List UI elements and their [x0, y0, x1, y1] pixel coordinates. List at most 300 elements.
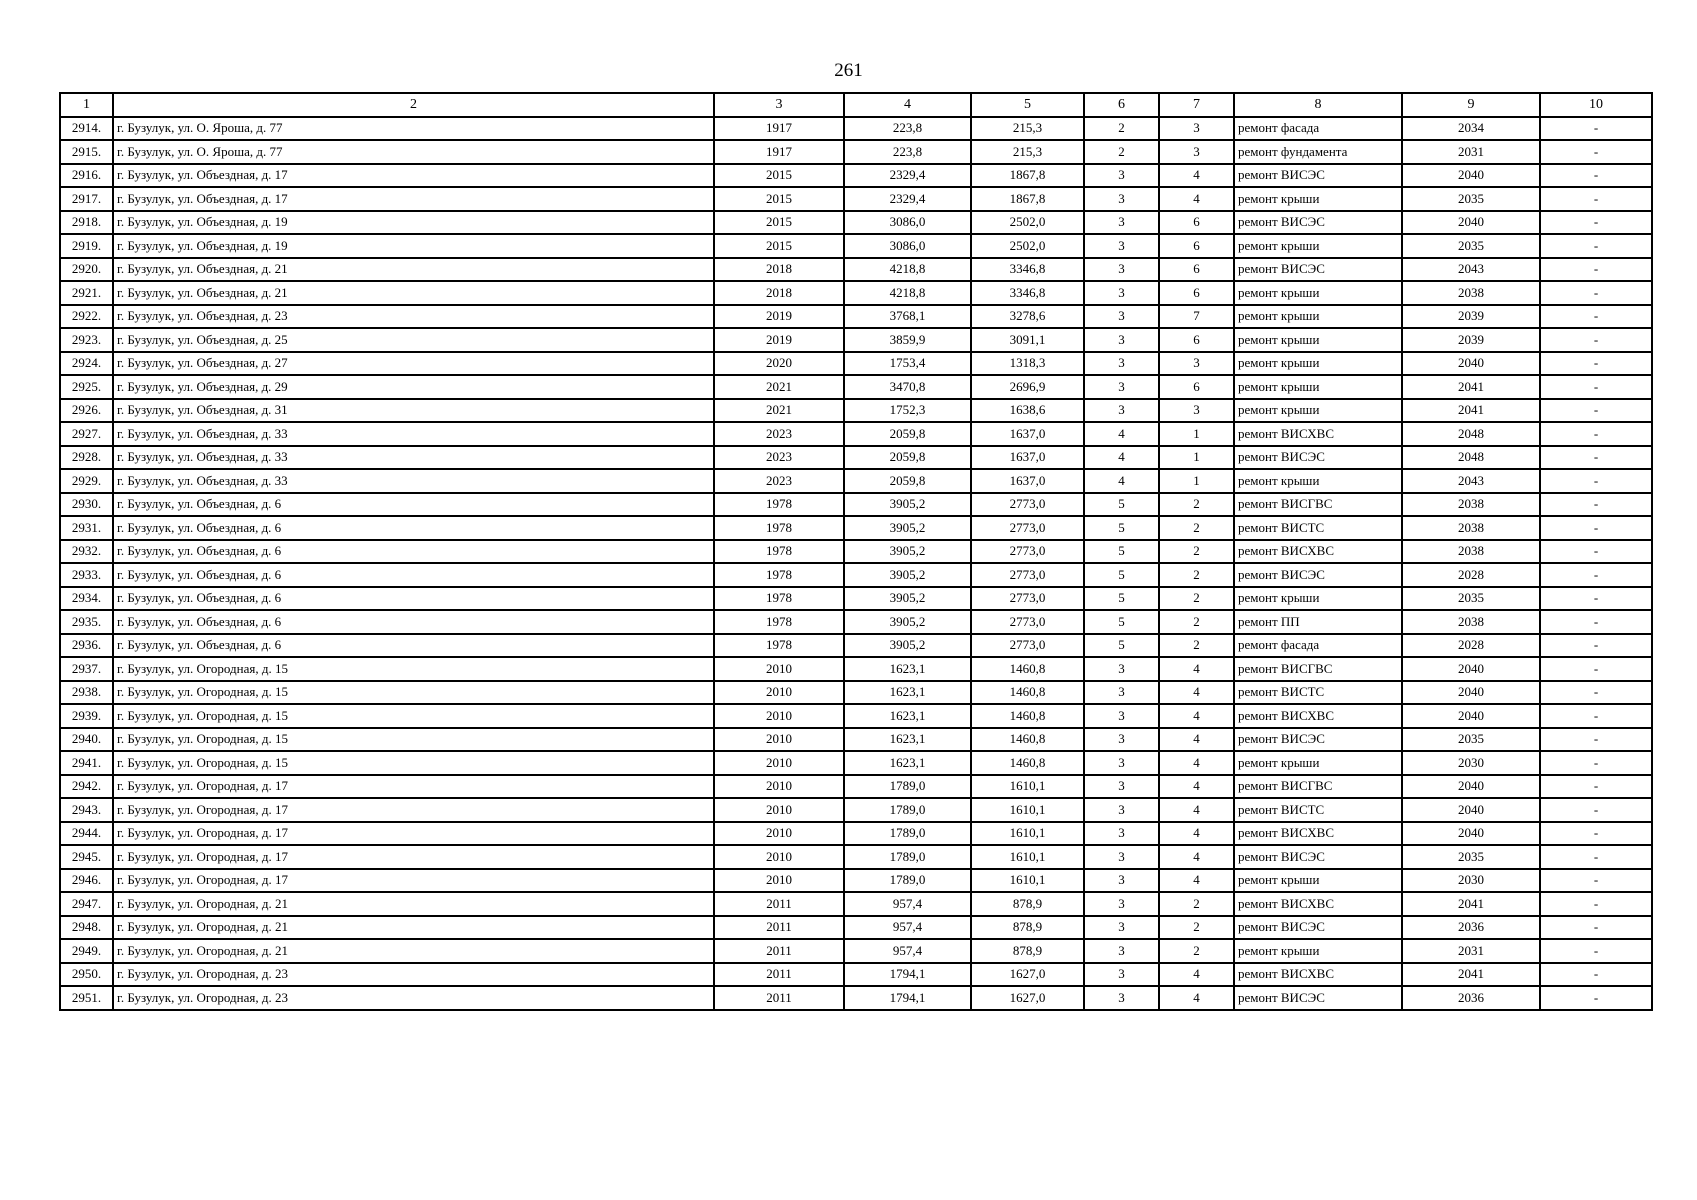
year-built-cell: 2018 [714, 281, 844, 305]
work-type-cell: ремонт крыши [1234, 305, 1402, 329]
planned-year-cell: 2039 [1402, 305, 1540, 329]
work-type-cell: ремонт крыши [1234, 751, 1402, 775]
year-built-cell: 2015 [714, 187, 844, 211]
floors-cell: 4 [1084, 446, 1159, 470]
living-area-cell: 878,9 [971, 916, 1084, 940]
floors-cell: 5 [1084, 493, 1159, 517]
living-area-cell: 1610,1 [971, 845, 1084, 869]
row-number-cell: 2939. [60, 704, 113, 728]
total-area-cell: 1789,0 [844, 775, 971, 799]
table-body [60, 117, 1652, 1010]
address-cell: г. Бузулук, ул. Огородная, д. 15 [113, 704, 714, 728]
planned-year-cell: 2031 [1402, 939, 1540, 963]
table-row [60, 587, 1652, 611]
year-built-cell: 2019 [714, 328, 844, 352]
table-row [60, 986, 1652, 1010]
floors-cell: 3 [1084, 681, 1159, 705]
entrances-cell: 4 [1159, 798, 1234, 822]
address-cell: г. Бузулук, ул. Объездная, д. 6 [113, 540, 714, 564]
address-cell: г. Бузулук, ул. Объездная, д. 33 [113, 446, 714, 470]
table-row [60, 305, 1652, 329]
year-built-cell: 2010 [714, 822, 844, 846]
table-row [60, 258, 1652, 282]
note-cell: - [1540, 587, 1652, 611]
work-type-cell: ремонт крыши [1234, 234, 1402, 258]
work-type-cell: ремонт ВИСХВС [1234, 963, 1402, 987]
floors-cell: 3 [1084, 704, 1159, 728]
note-cell: - [1540, 516, 1652, 540]
address-cell: г. Бузулук, ул. Огородная, д. 23 [113, 986, 714, 1010]
row-number-cell: 2946. [60, 869, 113, 893]
address-cell: г. Бузулук, ул. Объездная, д. 21 [113, 258, 714, 282]
note-cell: - [1540, 563, 1652, 587]
address-cell: г. Бузулук, ул. Огородная, д. 17 [113, 798, 714, 822]
living-area-cell: 1460,8 [971, 657, 1084, 681]
year-built-cell: 2010 [714, 728, 844, 752]
total-area-cell: 1794,1 [844, 986, 971, 1010]
row-number-cell: 2918. [60, 211, 113, 235]
note-cell: - [1540, 916, 1652, 940]
address-cell: г. Бузулук, ул. Объездная, д. 23 [113, 305, 714, 329]
address-cell: г. Бузулук, ул. Объездная, д. 6 [113, 587, 714, 611]
column-header: 9 [1402, 93, 1540, 117]
table-row [60, 963, 1652, 987]
row-number-cell: 2937. [60, 657, 113, 681]
year-built-cell: 2023 [714, 446, 844, 470]
row-number-cell: 2950. [60, 963, 113, 987]
entrances-cell: 2 [1159, 563, 1234, 587]
entrances-cell: 4 [1159, 728, 1234, 752]
floors-cell: 3 [1084, 375, 1159, 399]
row-number-cell: 2933. [60, 563, 113, 587]
table-row [60, 352, 1652, 376]
row-number-cell: 2926. [60, 399, 113, 423]
note-cell: - [1540, 422, 1652, 446]
entrances-cell: 2 [1159, 634, 1234, 658]
entrances-cell: 1 [1159, 469, 1234, 493]
planned-year-cell: 2038 [1402, 516, 1540, 540]
planned-year-cell: 2048 [1402, 422, 1540, 446]
entrances-cell: 6 [1159, 375, 1234, 399]
planned-year-cell: 2040 [1402, 704, 1540, 728]
floors-cell: 4 [1084, 422, 1159, 446]
year-built-cell: 2020 [714, 352, 844, 376]
work-type-cell: ремонт фундамента [1234, 140, 1402, 164]
column-header: 4 [844, 93, 971, 117]
table-row [60, 446, 1652, 470]
address-cell: г. Бузулук, ул. Объездная, д. 25 [113, 328, 714, 352]
note-cell: - [1540, 117, 1652, 141]
entrances-cell: 2 [1159, 939, 1234, 963]
living-area-cell: 2773,0 [971, 540, 1084, 564]
planned-year-cell: 2028 [1402, 563, 1540, 587]
year-built-cell: 1978 [714, 634, 844, 658]
floors-cell: 3 [1084, 892, 1159, 916]
floors-cell: 3 [1084, 352, 1159, 376]
living-area-cell: 2502,0 [971, 234, 1084, 258]
entrances-cell: 4 [1159, 775, 1234, 799]
address-cell: г. Бузулук, ул. О. Яроша, д. 77 [113, 140, 714, 164]
table-row [60, 822, 1652, 846]
column-header: 10 [1540, 93, 1652, 117]
entrances-cell: 3 [1159, 352, 1234, 376]
planned-year-cell: 2038 [1402, 610, 1540, 634]
total-area-cell: 1623,1 [844, 657, 971, 681]
note-cell: - [1540, 211, 1652, 235]
total-area-cell: 2059,8 [844, 422, 971, 446]
living-area-cell: 1318,3 [971, 352, 1084, 376]
address-cell: г. Бузулук, ул. Объездная, д. 21 [113, 281, 714, 305]
entrances-cell: 7 [1159, 305, 1234, 329]
floors-cell: 3 [1084, 986, 1159, 1010]
floors-cell: 3 [1084, 822, 1159, 846]
row-number-cell: 2942. [60, 775, 113, 799]
row-number-cell: 2951. [60, 986, 113, 1010]
living-area-cell: 1460,8 [971, 704, 1084, 728]
row-number-cell: 2943. [60, 798, 113, 822]
living-area-cell: 1867,8 [971, 187, 1084, 211]
address-cell: г. Бузулук, ул. Объездная, д. 17 [113, 164, 714, 188]
living-area-cell: 1610,1 [971, 822, 1084, 846]
work-type-cell: ремонт крыши [1234, 352, 1402, 376]
column-header: 5 [971, 93, 1084, 117]
floors-cell: 3 [1084, 328, 1159, 352]
total-area-cell: 2059,8 [844, 469, 971, 493]
note-cell: - [1540, 986, 1652, 1010]
year-built-cell: 2015 [714, 234, 844, 258]
living-area-cell: 3278,6 [971, 305, 1084, 329]
work-type-cell: ремонт крыши [1234, 281, 1402, 305]
row-number-cell: 2941. [60, 751, 113, 775]
total-area-cell: 3086,0 [844, 211, 971, 235]
floors-cell: 5 [1084, 563, 1159, 587]
living-area-cell: 1460,8 [971, 681, 1084, 705]
floors-cell: 5 [1084, 516, 1159, 540]
row-number-cell: 2921. [60, 281, 113, 305]
floors-cell: 3 [1084, 258, 1159, 282]
living-area-cell: 2773,0 [971, 516, 1084, 540]
living-area-cell: 2773,0 [971, 634, 1084, 658]
table-row [60, 845, 1652, 869]
note-cell: - [1540, 963, 1652, 987]
work-type-cell: ремонт ВИСЭС [1234, 916, 1402, 940]
total-area-cell: 3905,2 [844, 516, 971, 540]
address-cell: г. Бузулук, ул. Объездная, д. 33 [113, 469, 714, 493]
floors-cell: 3 [1084, 798, 1159, 822]
living-area-cell: 1638,6 [971, 399, 1084, 423]
table-row [60, 164, 1652, 188]
total-area-cell: 1789,0 [844, 798, 971, 822]
table-row [60, 211, 1652, 235]
row-number-cell: 2915. [60, 140, 113, 164]
note-cell: - [1540, 657, 1652, 681]
year-built-cell: 2010 [714, 798, 844, 822]
total-area-cell: 1623,1 [844, 751, 971, 775]
year-built-cell: 2011 [714, 939, 844, 963]
floors-cell: 3 [1084, 916, 1159, 940]
floors-cell: 3 [1084, 281, 1159, 305]
row-number-cell: 2925. [60, 375, 113, 399]
planned-year-cell: 2036 [1402, 986, 1540, 1010]
living-area-cell: 1627,0 [971, 986, 1084, 1010]
total-area-cell: 957,4 [844, 939, 971, 963]
year-built-cell: 1917 [714, 140, 844, 164]
total-area-cell: 2059,8 [844, 446, 971, 470]
planned-year-cell: 2038 [1402, 281, 1540, 305]
floors-cell: 3 [1084, 775, 1159, 799]
row-number-cell: 2922. [60, 305, 113, 329]
living-area-cell: 2773,0 [971, 493, 1084, 517]
entrances-cell: 4 [1159, 751, 1234, 775]
planned-year-cell: 2043 [1402, 469, 1540, 493]
row-number-cell: 2935. [60, 610, 113, 634]
table-row [60, 117, 1652, 141]
total-area-cell: 1623,1 [844, 681, 971, 705]
table-row [60, 187, 1652, 211]
floors-cell: 3 [1084, 234, 1159, 258]
planned-year-cell: 2039 [1402, 328, 1540, 352]
total-area-cell: 223,8 [844, 140, 971, 164]
note-cell: - [1540, 187, 1652, 211]
work-type-cell: ремонт ВИСЭС [1234, 986, 1402, 1010]
row-number-cell: 2938. [60, 681, 113, 705]
note-cell: - [1540, 540, 1652, 564]
note-cell: - [1540, 399, 1652, 423]
row-number-cell: 2936. [60, 634, 113, 658]
planned-year-cell: 2035 [1402, 234, 1540, 258]
year-built-cell: 1978 [714, 610, 844, 634]
living-area-cell: 1627,0 [971, 963, 1084, 987]
year-built-cell: 2010 [714, 681, 844, 705]
year-built-cell: 2010 [714, 775, 844, 799]
address-cell: г. Бузулук, ул. Огородная, д. 21 [113, 939, 714, 963]
year-built-cell: 1978 [714, 587, 844, 611]
living-area-cell: 3346,8 [971, 258, 1084, 282]
entrances-cell: 4 [1159, 657, 1234, 681]
table-row [60, 140, 1652, 164]
planned-year-cell: 2041 [1402, 963, 1540, 987]
entrances-cell: 4 [1159, 681, 1234, 705]
table-row [60, 916, 1652, 940]
note-cell: - [1540, 328, 1652, 352]
row-number-cell: 2949. [60, 939, 113, 963]
living-area-cell: 2773,0 [971, 563, 1084, 587]
work-type-cell: ремонт ВИСЭС [1234, 164, 1402, 188]
entrances-cell: 6 [1159, 211, 1234, 235]
floors-cell: 5 [1084, 634, 1159, 658]
floors-cell: 3 [1084, 963, 1159, 987]
floors-cell: 4 [1084, 469, 1159, 493]
row-number-cell: 2919. [60, 234, 113, 258]
planned-year-cell: 2041 [1402, 892, 1540, 916]
row-number-cell: 2928. [60, 446, 113, 470]
address-cell: г. Бузулук, ул. Объездная, д. 6 [113, 516, 714, 540]
floors-cell: 2 [1084, 140, 1159, 164]
entrances-cell: 4 [1159, 963, 1234, 987]
planned-year-cell: 2040 [1402, 164, 1540, 188]
planned-year-cell: 2030 [1402, 751, 1540, 775]
column-header: 7 [1159, 93, 1234, 117]
entrances-cell: 4 [1159, 187, 1234, 211]
living-area-cell: 1867,8 [971, 164, 1084, 188]
address-cell: г. Бузулук, ул. Объездная, д. 17 [113, 187, 714, 211]
entrances-cell: 3 [1159, 140, 1234, 164]
table-row [60, 234, 1652, 258]
total-area-cell: 1752,3 [844, 399, 971, 423]
work-type-cell: ремонт крыши [1234, 375, 1402, 399]
note-cell: - [1540, 939, 1652, 963]
row-number-cell: 2914. [60, 117, 113, 141]
address-cell: г. Бузулук, ул. Объездная, д. 27 [113, 352, 714, 376]
address-cell: г. Бузулук, ул. Огородная, д. 21 [113, 892, 714, 916]
total-area-cell: 1789,0 [844, 845, 971, 869]
row-number-cell: 2929. [60, 469, 113, 493]
table-row [60, 563, 1652, 587]
total-area-cell: 1623,1 [844, 704, 971, 728]
planned-year-cell: 2040 [1402, 822, 1540, 846]
table-row [60, 634, 1652, 658]
year-built-cell: 2018 [714, 258, 844, 282]
entrances-cell: 3 [1159, 399, 1234, 423]
year-built-cell: 2015 [714, 211, 844, 235]
entrances-cell: 4 [1159, 822, 1234, 846]
address-cell: г. Бузулук, ул. Огородная, д. 15 [113, 751, 714, 775]
table-row [60, 281, 1652, 305]
year-built-cell: 2011 [714, 892, 844, 916]
address-cell: г. Бузулук, ул. Огородная, д. 15 [113, 681, 714, 705]
living-area-cell: 878,9 [971, 939, 1084, 963]
work-type-cell: ремонт ВИСЭС [1234, 211, 1402, 235]
note-cell: - [1540, 822, 1652, 846]
year-built-cell: 2021 [714, 375, 844, 399]
floors-cell: 3 [1084, 751, 1159, 775]
note-cell: - [1540, 305, 1652, 329]
planned-year-cell: 2040 [1402, 352, 1540, 376]
entrances-cell: 1 [1159, 422, 1234, 446]
total-area-cell: 957,4 [844, 916, 971, 940]
work-type-cell: ремонт ВИСХВС [1234, 422, 1402, 446]
row-number-cell: 2930. [60, 493, 113, 517]
address-cell: г. Бузулук, ул. Огородная, д. 15 [113, 728, 714, 752]
table-row [60, 375, 1652, 399]
entrances-cell: 1 [1159, 446, 1234, 470]
address-cell: г. Бузулук, ул. Огородная, д. 17 [113, 869, 714, 893]
work-type-cell: ремонт ВИСГВС [1234, 775, 1402, 799]
total-area-cell: 3905,2 [844, 493, 971, 517]
row-number-cell: 2932. [60, 540, 113, 564]
work-type-cell: ремонт ВИСЭС [1234, 258, 1402, 282]
note-cell: - [1540, 634, 1652, 658]
column-header: 2 [113, 93, 714, 117]
living-area-cell: 1637,0 [971, 469, 1084, 493]
table-row [60, 516, 1652, 540]
total-area-cell: 1794,1 [844, 963, 971, 987]
entrances-cell: 4 [1159, 845, 1234, 869]
note-cell: - [1540, 845, 1652, 869]
year-built-cell: 1917 [714, 117, 844, 141]
year-built-cell: 2023 [714, 422, 844, 446]
planned-year-cell: 2038 [1402, 540, 1540, 564]
row-number-cell: 2944. [60, 822, 113, 846]
floors-cell: 3 [1084, 187, 1159, 211]
floors-cell: 3 [1084, 305, 1159, 329]
address-cell: г. Бузулук, ул. Огородная, д. 17 [113, 822, 714, 846]
work-type-cell: ремонт ВИСЭС [1234, 845, 1402, 869]
work-type-cell: ремонт ВИСЭС [1234, 563, 1402, 587]
note-cell: - [1540, 446, 1652, 470]
total-area-cell: 4218,8 [844, 258, 971, 282]
total-area-cell: 3905,2 [844, 634, 971, 658]
year-built-cell: 2011 [714, 916, 844, 940]
row-number-cell: 2917. [60, 187, 113, 211]
row-number-cell: 2931. [60, 516, 113, 540]
address-cell: г. Бузулук, ул. Объездная, д. 19 [113, 234, 714, 258]
work-type-cell: ремонт фасада [1234, 117, 1402, 141]
living-area-cell: 878,9 [971, 892, 1084, 916]
floors-cell: 5 [1084, 610, 1159, 634]
note-cell: - [1540, 352, 1652, 376]
table-row [60, 657, 1652, 681]
entrances-cell: 4 [1159, 869, 1234, 893]
entrances-cell: 4 [1159, 704, 1234, 728]
work-type-cell: ремонт ПП [1234, 610, 1402, 634]
floors-cell: 5 [1084, 587, 1159, 611]
entrances-cell: 4 [1159, 164, 1234, 188]
planned-year-cell: 2040 [1402, 775, 1540, 799]
living-area-cell: 2773,0 [971, 610, 1084, 634]
entrances-cell: 2 [1159, 610, 1234, 634]
work-type-cell: ремонт крыши [1234, 587, 1402, 611]
note-cell: - [1540, 892, 1652, 916]
planned-year-cell: 2035 [1402, 728, 1540, 752]
total-area-cell: 3905,2 [844, 610, 971, 634]
total-area-cell: 3859,9 [844, 328, 971, 352]
row-number-cell: 2948. [60, 916, 113, 940]
column-header: 1 [60, 93, 113, 117]
table-row [60, 869, 1652, 893]
living-area-cell: 1610,1 [971, 869, 1084, 893]
work-type-cell: ремонт ВИСЭС [1234, 446, 1402, 470]
table-row [60, 728, 1652, 752]
planned-year-cell: 2035 [1402, 587, 1540, 611]
living-area-cell: 2773,0 [971, 587, 1084, 611]
work-type-cell: ремонт ВИСТС [1234, 798, 1402, 822]
floors-cell: 3 [1084, 211, 1159, 235]
total-area-cell: 1753,4 [844, 352, 971, 376]
total-area-cell: 3768,1 [844, 305, 971, 329]
living-area-cell: 2696,9 [971, 375, 1084, 399]
year-built-cell: 2010 [714, 751, 844, 775]
column-header: 8 [1234, 93, 1402, 117]
year-built-cell: 2011 [714, 986, 844, 1010]
planned-year-cell: 2036 [1402, 916, 1540, 940]
address-cell: г. Бузулук, ул. Объездная, д. 6 [113, 610, 714, 634]
row-number-cell: 2945. [60, 845, 113, 869]
living-area-cell: 1460,8 [971, 751, 1084, 775]
entrances-cell: 2 [1159, 892, 1234, 916]
planned-year-cell: 2038 [1402, 493, 1540, 517]
row-number-cell: 2923. [60, 328, 113, 352]
table-row [60, 892, 1652, 916]
living-area-cell: 1610,1 [971, 775, 1084, 799]
floors-cell: 3 [1084, 164, 1159, 188]
planned-year-cell: 2040 [1402, 657, 1540, 681]
work-type-cell: ремонт ВИСТС [1234, 516, 1402, 540]
table-row [60, 798, 1652, 822]
living-area-cell: 215,3 [971, 117, 1084, 141]
planned-year-cell: 2034 [1402, 117, 1540, 141]
year-built-cell: 2010 [714, 869, 844, 893]
